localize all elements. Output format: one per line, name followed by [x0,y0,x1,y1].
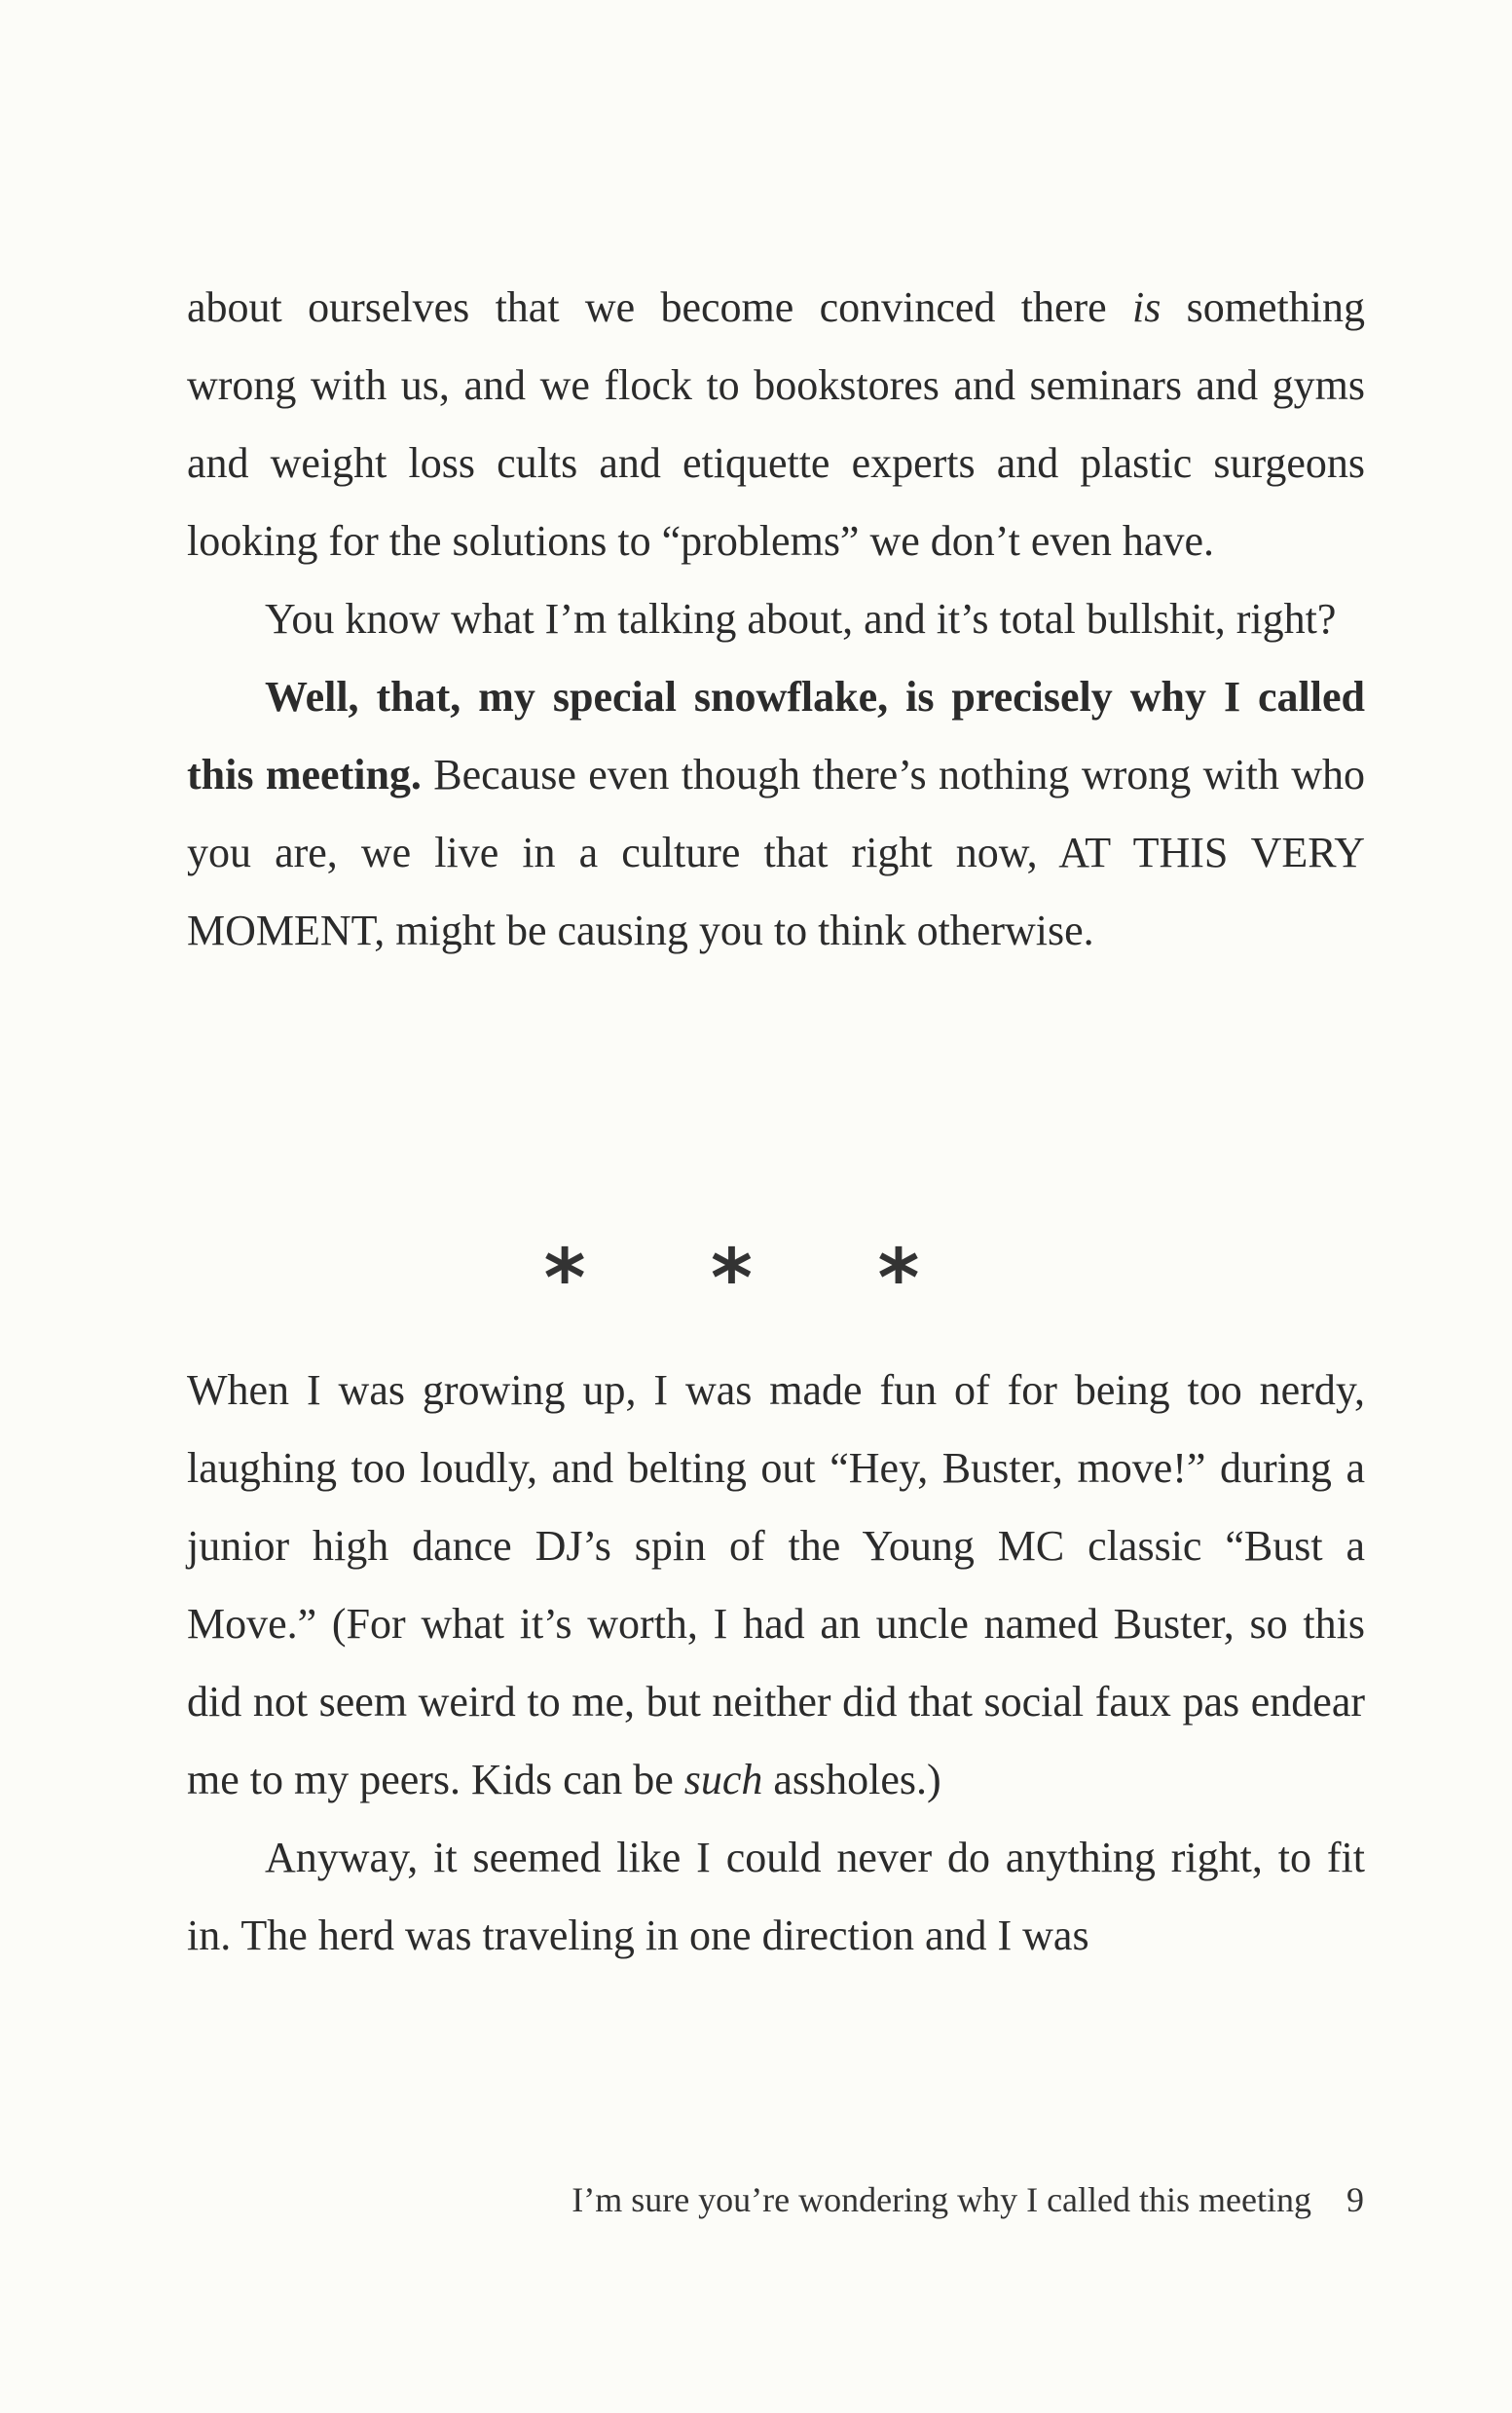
running-head: I’m sure you’re wondering why I called this meeting [572,2180,1311,2219]
paragraph [187,1352,1365,1819]
emphasis-text: is [1132,283,1162,331]
paragraph-text: assholes.) [762,1756,941,1803]
section-break-ornament: * * * [543,1233,969,1325]
paragraph: Anyway, it seemed like I could never do anything right, to fit in. The herd was traveling in one direction and I was [187,1834,1365,1959]
text-block-bottom [187,1352,1365,1975]
page-number: 9 [1346,2180,1364,2219]
text-block-top [187,269,1365,970]
paragraph [187,658,1365,970]
paragraph [187,269,1365,580]
paragraph-text: Because even though there’s nothing wrong with who you are, we live in a culture that right now, AT THIS VERY MOMENT, might be causing you to think otherwise. [187,751,1366,954]
emphasis-text: such [683,1756,763,1803]
paragraph-text: about ourselves that we become convinced there [187,283,1132,331]
paragraph: You know what I’m talking about, and it’s total bullshit, right? [265,595,1337,643]
paragraph-text: something wrong with us, and we flock to bookstores and seminars and gyms and weight loss cults and etiquette experts and plastic surgeons looking for the solutions to “problems” we don’t even have. [187,283,1366,565]
page-footer [572,2179,1364,2220]
bold-lead-text: Well, that, my special snowflake, is precisely why I called this meeting. [187,673,1365,798]
paragraph-text: When I was growing up, I was made fun of for being too nerdy, laughing too loudly, and belting out “Hey, Buster, move!” during a junior high dance DJ’s spin of the Young MC classic “Bust a Move.” (For what it’s worth, I had an uncle named Buster, so this did not seem weird to me, but neither did that social faux pas endear me to my peers. Kids can be [187,1366,1365,1803]
